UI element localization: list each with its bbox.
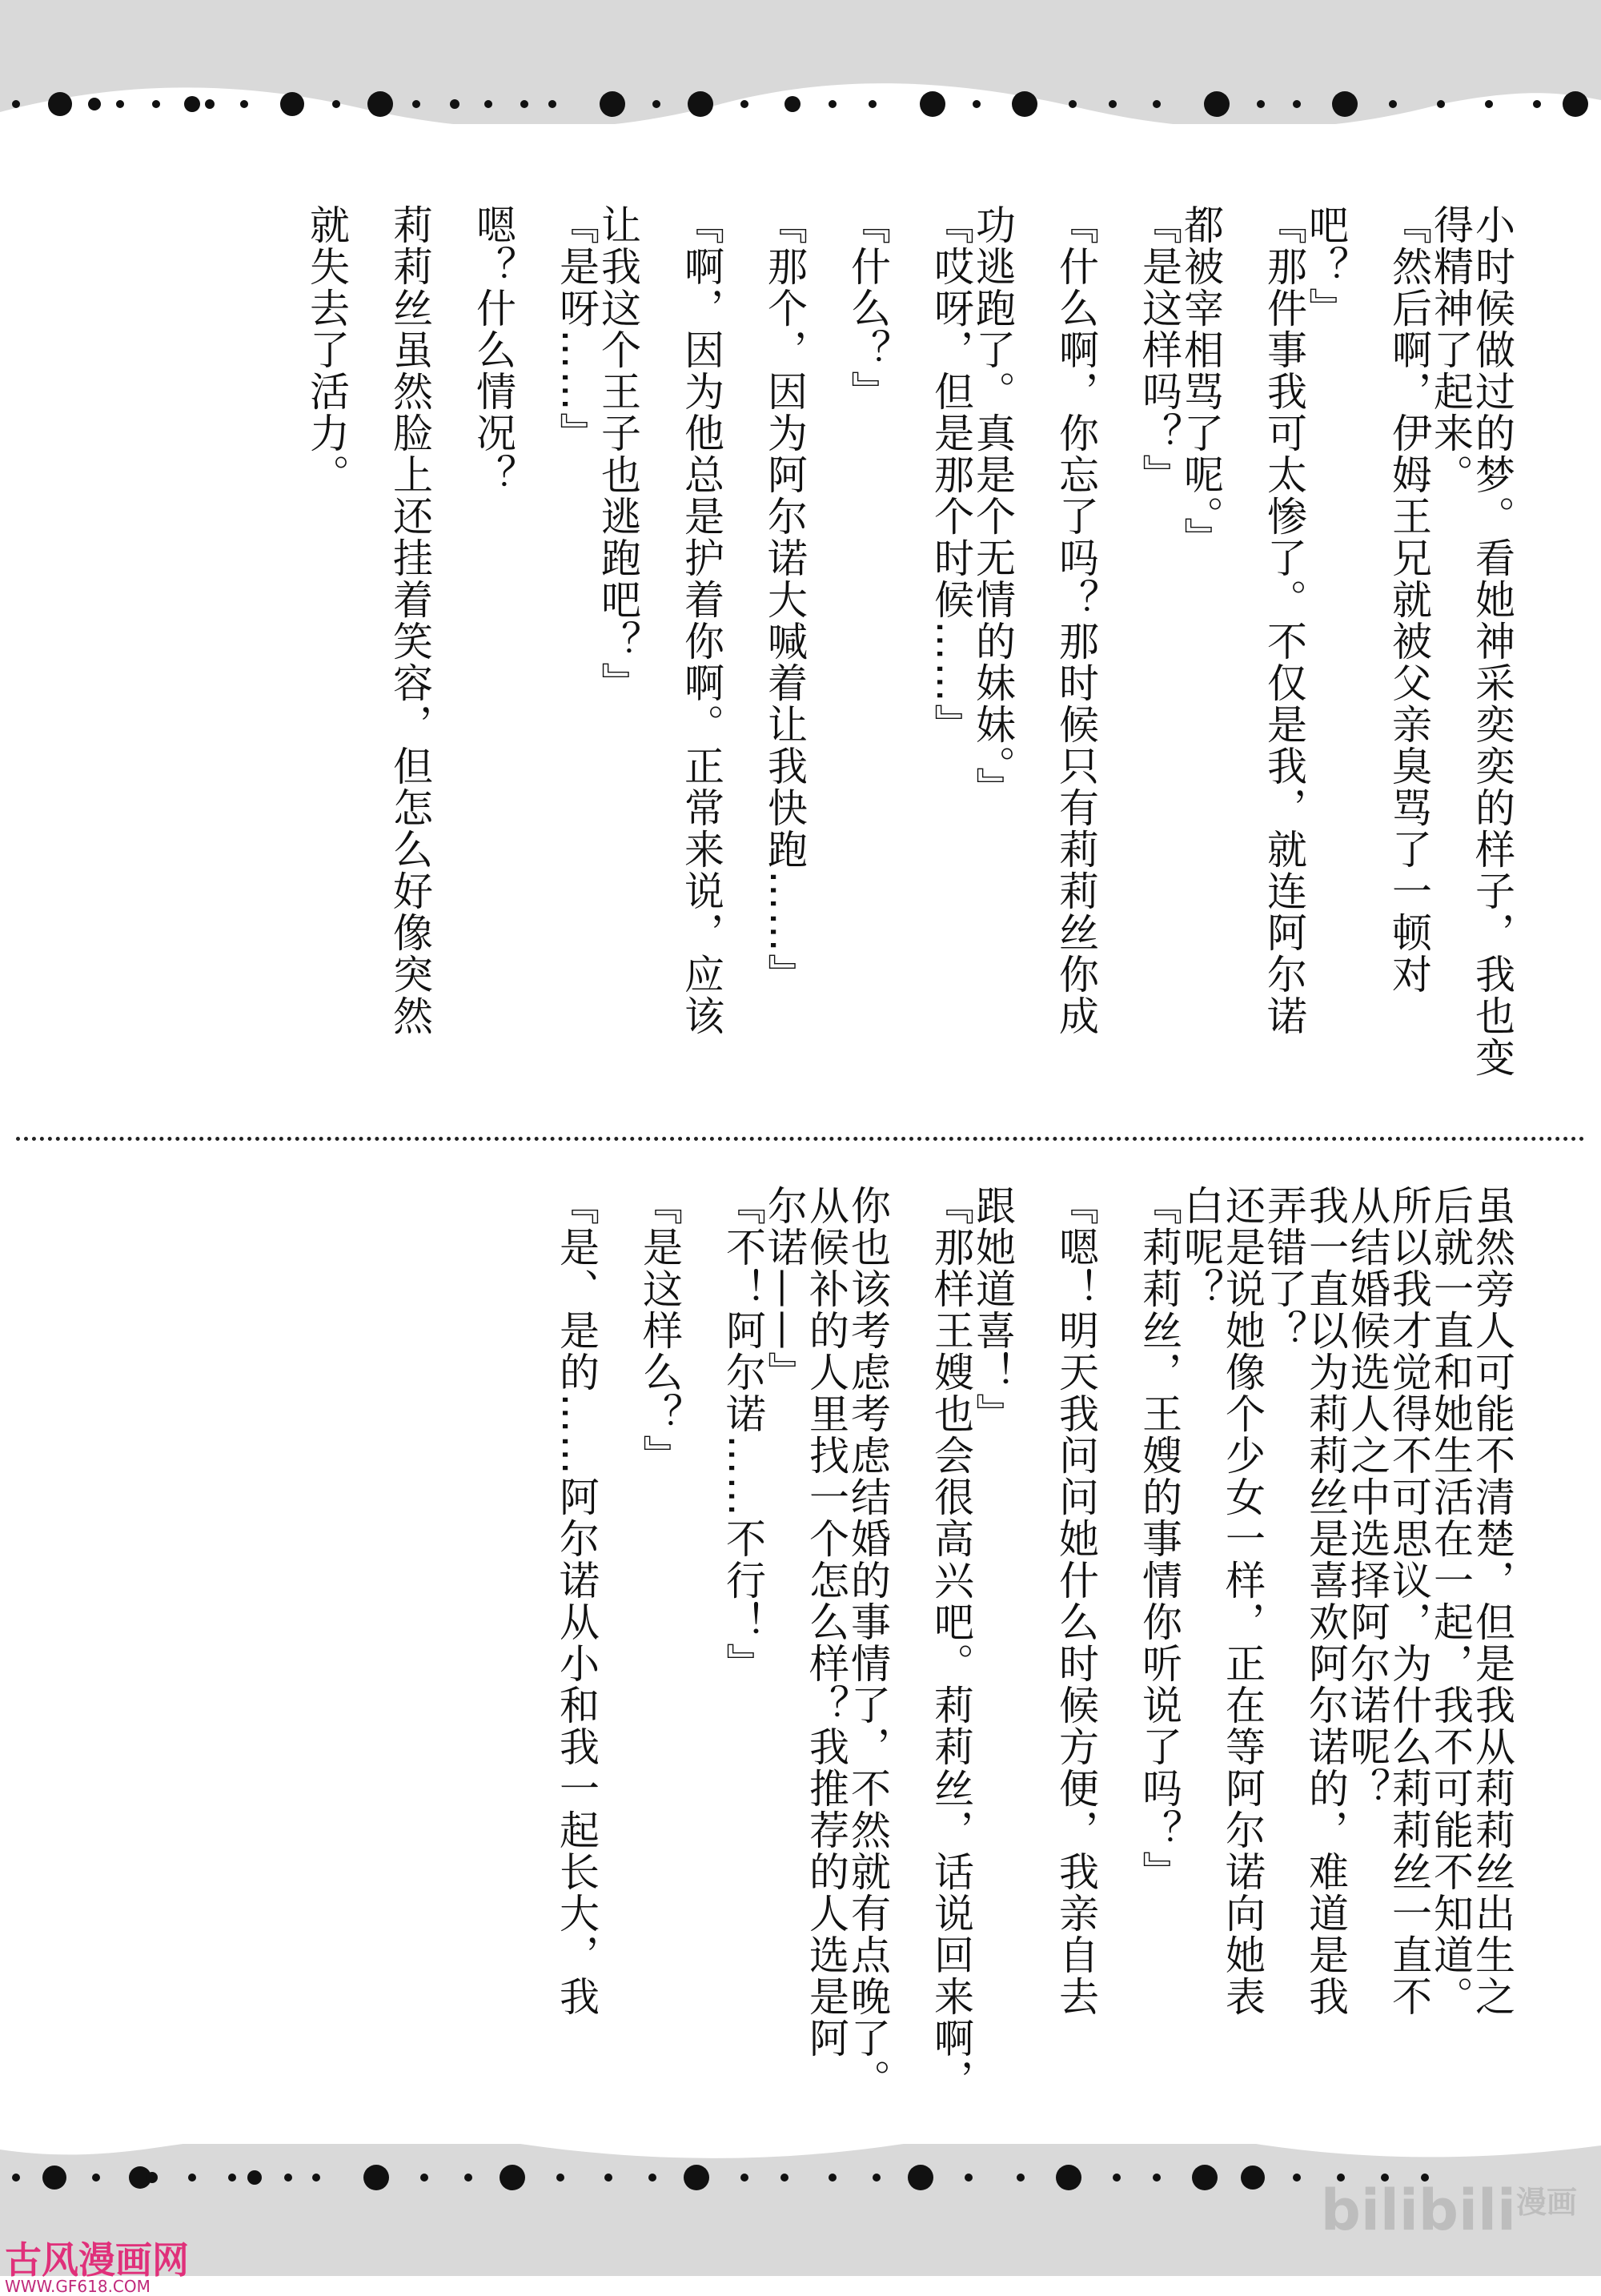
bilibili-logo	[1321, 2178, 1577, 2243]
text-column: 吧？』	[1302, 204, 1349, 329]
text-column: 都被宰相骂了呢。』	[1178, 204, 1224, 559]
section-divider	[16, 1137, 1585, 1141]
bilibili-brand: bilibili	[1320, 2178, 1516, 2243]
text-column: 『那件事我可太惨了。不仅是我，就连阿尔诺	[1261, 204, 1307, 1037]
text-column: 『什么？』	[845, 204, 891, 412]
top-text-block	[303, 204, 1515, 1101]
watermark-url: WWW.GF618.COM	[5, 2277, 150, 2296]
text-column: 所以我才觉得不可思议，为什么莉莉丝一直不	[1386, 1185, 1432, 2017]
text-column: 莉莉丝虽然脸上还挂着笑容，但怎么好像突然	[387, 204, 433, 1037]
text-column: 从候补的人里找一个怎么样？我推荐的人选是阿	[803, 1185, 849, 2059]
text-column: 功逃跑了。真是个无情的妹妹。』	[969, 204, 1016, 809]
text-column: 『哎呀，但是那个时候……』	[928, 204, 974, 745]
text-column: 让我这个王子也逃跑吧？』	[595, 204, 641, 704]
text-column: 从结婚候选人之中选择阿尔诺呢？	[1344, 1185, 1390, 1809]
text-column: 跟她道喜！』	[969, 1185, 1016, 1435]
text-column: 我一直以为莉莉丝是喜欢阿尔诺的，难道是我	[1302, 1185, 1349, 2017]
text-column: 『是这样吗？』	[1136, 204, 1182, 496]
text-column: 『莉莉丝，王嫂的事情你听说了吗？』	[1136, 1185, 1182, 1893]
text-column: 你也该考虑考虑结婚的事情了，不然就有点晚了。	[845, 1185, 891, 2101]
text-column: 后就一直和她生活在一起，我不可能不知道。	[1427, 1185, 1474, 2017]
text-column: 『是、是的……阿尔诺从小和我一起长大，我	[553, 1185, 600, 2017]
bottom-text-block	[514, 1185, 1513, 2105]
text-column: 就失去了活力。	[303, 204, 350, 496]
watermark-title: 古风漫画网	[5, 2238, 189, 2282]
text-column: 『是这样么？』	[636, 1185, 683, 1476]
text-column: 『嗯！明天我问问她什么时候方便，我亲自去	[1053, 1185, 1099, 2017]
text-column: 尔诺——』	[761, 1185, 808, 1393]
bottom-wave-edge	[0, 2129, 1601, 2162]
text-column: 『那个，因为阿尔诺大喊着让我快跑……』	[761, 204, 808, 995]
text-column: 『然后啊，伊姆王兄就被父亲臭骂了一顿对	[1386, 204, 1432, 995]
text-column: 弄错了？	[1261, 1185, 1307, 1351]
bilibili-sub: 漫画	[1515, 2185, 1577, 2220]
text-column: 得精神了起来。	[1427, 204, 1474, 496]
text-column: 嗯？什么情况？	[470, 204, 516, 496]
text-column: 虽然旁人可能不清楚，但是我从莉莉丝出生之	[1469, 1185, 1515, 2017]
site-watermark	[5, 2238, 189, 2296]
top-dot-border	[0, 88, 1601, 120]
text-column: 小时候做过的梦。看她神采奕奕的样子，我也变	[1469, 204, 1515, 1078]
text-column: 『啊，因为他总是护着你啊。正常来说，应该	[678, 204, 724, 1037]
text-column: 『不！阿尔诺……不行！』	[720, 1185, 766, 1684]
text-column: 还是说她像个少女一样，正在等阿尔诺向她表	[1219, 1185, 1266, 2017]
text-column: 『那样王嫂也会很高兴吧。莉莉丝，话说回来啊，	[928, 1185, 974, 2101]
text-column: 『是呀……』	[553, 204, 600, 454]
text-column: 『什么啊，你忘了吗？那时候只有莉莉丝你成	[1053, 204, 1099, 1037]
text-column: 白呢？	[1178, 1185, 1224, 1310]
